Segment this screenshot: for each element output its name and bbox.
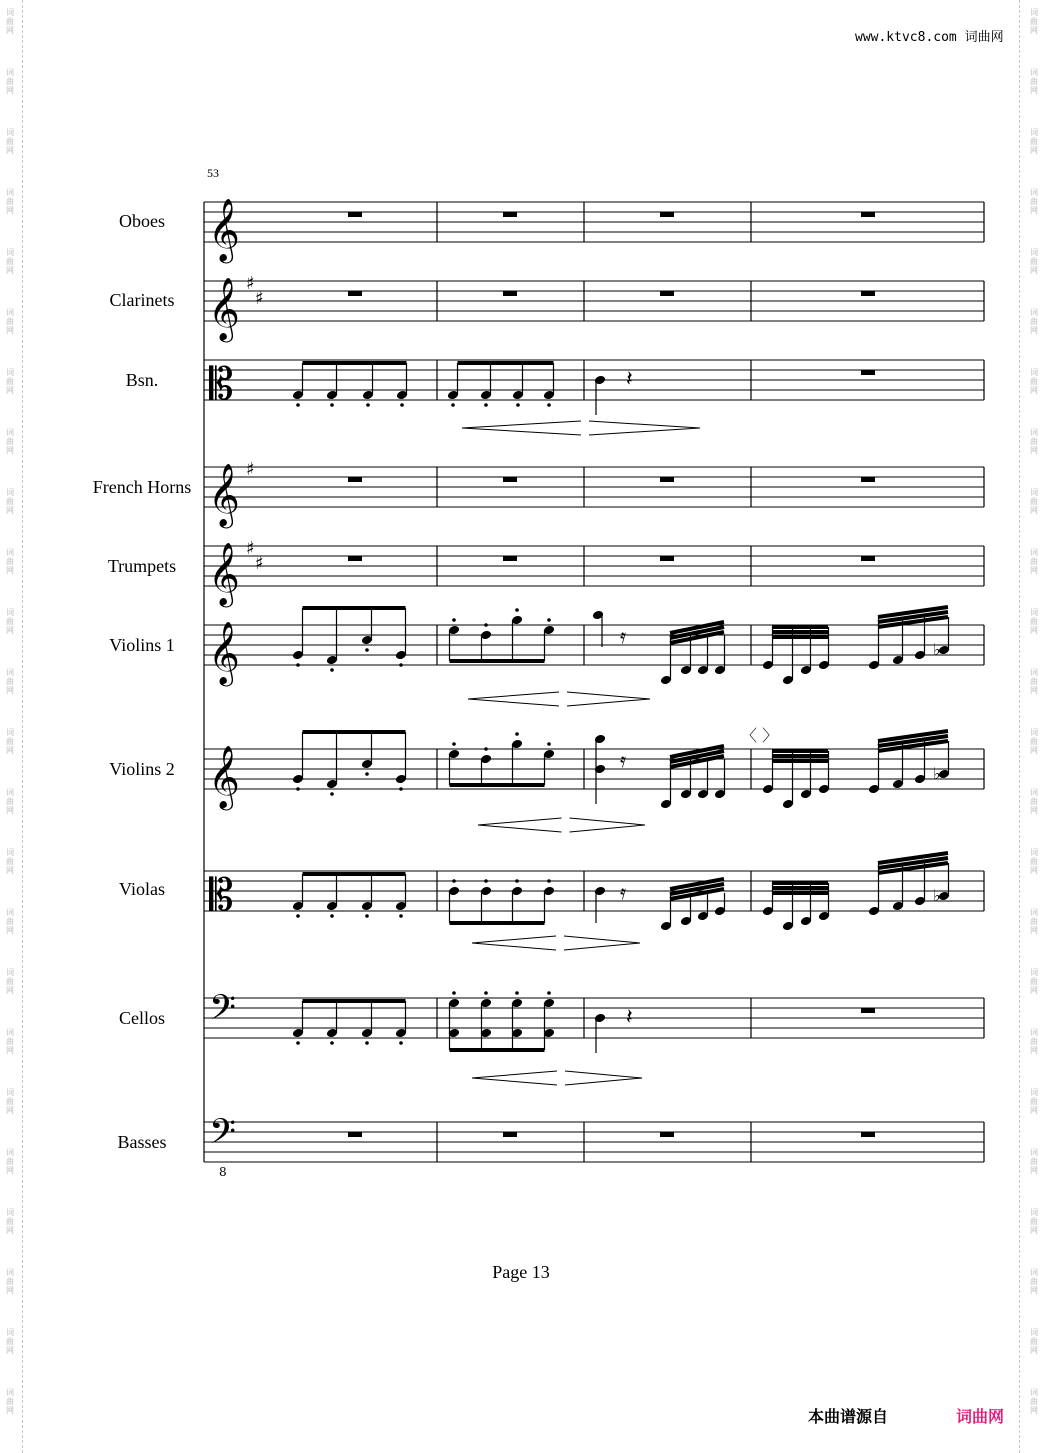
instrument-label-violins-1: Violins 1 bbox=[109, 635, 175, 655]
whole-rest-icon bbox=[861, 212, 875, 217]
instrument-label-oboes: Oboes bbox=[119, 211, 165, 231]
diminuendo-hairpin bbox=[589, 421, 700, 435]
watermark-text: 词 曲 网 bbox=[6, 488, 14, 515]
staccato-dot bbox=[330, 792, 334, 796]
instrument-label-violas: Violas bbox=[119, 879, 165, 899]
watermark-text: 词 曲 网 bbox=[6, 548, 14, 575]
watermark-text: 词 曲 网 bbox=[1030, 68, 1038, 95]
sharp-icon: ♯ bbox=[246, 538, 255, 559]
crescendo-hairpin bbox=[462, 421, 581, 435]
whole-rest-icon bbox=[861, 370, 875, 375]
watermark-text: 词 曲 网 bbox=[1030, 188, 1038, 215]
treble-clef-icon: 𝄞 bbox=[208, 621, 240, 684]
alto-clef-icon: 𝄡 bbox=[209, 359, 234, 410]
whole-rest-icon bbox=[861, 477, 875, 482]
treble-clef-icon: 𝄞 bbox=[208, 745, 240, 808]
quarter-rest-icon: 𝄽 bbox=[626, 367, 633, 392]
flat-icon: ♭ bbox=[933, 640, 941, 659]
staccato-dot bbox=[365, 1041, 369, 1045]
watermark-text: 词 曲 网 bbox=[6, 248, 14, 275]
staccato-dot bbox=[547, 618, 551, 622]
watermark-text: 词 曲 网 bbox=[6, 1268, 14, 1295]
instrument-label-french-horns: French Horns bbox=[92, 477, 192, 497]
watermark-text: 词 曲 网 bbox=[1030, 968, 1038, 995]
staccato-dot bbox=[515, 991, 519, 995]
watermark-text: 词 曲 网 bbox=[6, 428, 14, 455]
staccato-dot bbox=[399, 663, 403, 667]
staccato-dot bbox=[451, 403, 455, 407]
alto-clef-icon: 𝄡 bbox=[209, 870, 234, 921]
watermark-text: 词 曲 网 bbox=[1030, 848, 1038, 875]
staccato-dot bbox=[515, 608, 519, 612]
staccato-dot bbox=[452, 879, 456, 883]
ottava-marker: 8 bbox=[219, 1165, 227, 1179]
watermark-text: 词 曲 网 bbox=[6, 728, 14, 755]
footer-source-label: 本曲谱源自 bbox=[808, 1407, 889, 1426]
diminuendo-hairpin bbox=[565, 1071, 642, 1085]
staccato-dot bbox=[330, 914, 334, 918]
site-url[interactable]: www.ktvc8.com bbox=[855, 30, 957, 45]
watermark-text: 词 曲 网 bbox=[1030, 428, 1038, 455]
staccato-dot bbox=[484, 747, 488, 751]
whole-rest-icon bbox=[660, 212, 674, 217]
staccato-dot bbox=[399, 914, 403, 918]
staccato-dot bbox=[365, 772, 369, 776]
footer-site-link[interactable]: 词曲网 bbox=[956, 1407, 1005, 1426]
sixteenth-rest-icon: 𝄿 bbox=[620, 748, 627, 772]
staccato-dot bbox=[547, 742, 551, 746]
watermark-text: 词 曲 网 bbox=[6, 8, 14, 35]
watermark-text: 词 曲 网 bbox=[6, 1148, 14, 1175]
watermark-text: 词 曲 网 bbox=[1030, 908, 1038, 935]
staccato-dot bbox=[452, 618, 456, 622]
treble-clef-icon: 𝄞 bbox=[208, 198, 240, 261]
watermark-text: 词 曲 网 bbox=[6, 68, 14, 95]
staccato-dot bbox=[330, 668, 334, 672]
watermark-text: 词 曲 网 bbox=[6, 968, 14, 995]
whole-rest-icon bbox=[503, 1132, 517, 1137]
whole-rest-icon bbox=[660, 1132, 674, 1137]
staccato-dot bbox=[296, 663, 300, 667]
staccato-dot bbox=[547, 403, 551, 407]
watermark-text: 词 曲 网 bbox=[6, 1028, 14, 1055]
whole-rest-icon bbox=[348, 556, 362, 561]
watermark-text: 词 曲 网 bbox=[1030, 1328, 1038, 1355]
whole-rest-icon bbox=[503, 291, 517, 296]
crescendo-hairpin bbox=[472, 936, 556, 950]
instrument-label-clarinets: Clarinets bbox=[109, 290, 175, 310]
watermark-text: 词 曲 网 bbox=[1030, 128, 1038, 155]
watermark-text: 词 曲 网 bbox=[1030, 1208, 1038, 1235]
staccato-dot bbox=[330, 403, 334, 407]
staccato-dot bbox=[547, 879, 551, 883]
watermark-text: 词 曲 网 bbox=[1030, 488, 1038, 515]
staccato-dot bbox=[484, 623, 488, 627]
sharp-icon: ♯ bbox=[246, 273, 255, 294]
staccato-dot bbox=[484, 991, 488, 995]
whole-rest-icon bbox=[660, 556, 674, 561]
staccato-dot bbox=[452, 742, 456, 746]
watermark-text: 词 曲 网 bbox=[6, 188, 14, 215]
watermark-text: 词 曲 网 bbox=[1030, 1148, 1038, 1175]
watermark-text: 词 曲 网 bbox=[6, 1208, 14, 1235]
flat-icon: ♭ bbox=[933, 886, 941, 905]
staccato-dot bbox=[365, 648, 369, 652]
watermark-text: 词 曲 网 bbox=[6, 848, 14, 875]
whole-rest-icon bbox=[503, 212, 517, 217]
watermark-text: 词 曲 网 bbox=[1030, 668, 1038, 695]
staccato-dot bbox=[296, 403, 300, 407]
watermark-text: 词 曲 网 bbox=[6, 1388, 14, 1415]
treble-clef-icon: 𝄞 bbox=[208, 277, 240, 340]
watermark-text: 词 曲 网 bbox=[6, 788, 14, 815]
staccato-dot bbox=[515, 732, 519, 736]
watermark-text: 词 曲 网 bbox=[1030, 248, 1038, 275]
crescendo-hairpin bbox=[472, 1071, 557, 1085]
whole-rest-icon bbox=[348, 1132, 362, 1137]
quarter-rest-icon: 𝄽 bbox=[626, 1005, 633, 1030]
site-name[interactable]: 词曲网 bbox=[964, 30, 1004, 45]
whole-rest-icon bbox=[503, 477, 517, 482]
watermark-text: 词 曲 网 bbox=[1030, 1028, 1038, 1055]
whole-rest-icon bbox=[861, 1008, 875, 1013]
instrument-label-bassoon: Bsn. bbox=[125, 370, 159, 390]
treble-clef-icon: 𝄞 bbox=[208, 542, 240, 605]
sharp-icon: ♯ bbox=[246, 459, 255, 480]
watermark-text: 词 曲 网 bbox=[1030, 728, 1038, 755]
instrument-label-basses: Basses bbox=[117, 1132, 167, 1152]
watermark-text: 词 曲 网 bbox=[1030, 548, 1038, 575]
sixteenth-rest-icon: 𝄿 bbox=[620, 880, 627, 904]
treble-clef-icon: 𝄞 bbox=[208, 463, 240, 526]
measure-number: 53 bbox=[207, 166, 219, 180]
watermark-text: 词 曲 网 bbox=[6, 368, 14, 395]
staccato-dot bbox=[366, 403, 370, 407]
diminuendo-hairpin bbox=[570, 818, 646, 832]
whole-rest-icon bbox=[660, 291, 674, 296]
staccato-dot bbox=[452, 991, 456, 995]
crescendo-hairpin bbox=[468, 692, 559, 706]
staccato-dot bbox=[365, 914, 369, 918]
staccato-dot bbox=[330, 1041, 334, 1045]
watermark-text: 词 曲 网 bbox=[1030, 1268, 1038, 1295]
watermark-text: 词 曲 网 bbox=[1030, 368, 1038, 395]
whole-rest-icon bbox=[503, 556, 517, 561]
whole-rest-icon bbox=[861, 1132, 875, 1137]
staccato-dot bbox=[400, 403, 404, 407]
whole-rest-icon bbox=[861, 556, 875, 561]
whole-rest-icon bbox=[660, 477, 674, 482]
flat-icon: ♭ bbox=[933, 764, 941, 783]
instrument-label-trumpets: Trumpets bbox=[107, 556, 177, 576]
staccato-dot bbox=[296, 914, 300, 918]
whole-rest-icon bbox=[348, 477, 362, 482]
watermark-text: 词 曲 网 bbox=[1030, 788, 1038, 815]
sharp-icon: ♯ bbox=[255, 553, 264, 574]
staccato-dot bbox=[484, 403, 488, 407]
staccato-dot bbox=[296, 787, 300, 791]
watermark-text: 词 曲 网 bbox=[1030, 8, 1038, 35]
watermark-text: 词 曲 网 bbox=[1030, 1388, 1038, 1415]
staccato-dot bbox=[547, 991, 551, 995]
diminuendo-hairpin bbox=[564, 936, 640, 950]
staccato-dot bbox=[399, 787, 403, 791]
watermark-text: 词 曲 网 bbox=[1030, 608, 1038, 635]
diminuendo-hairpin bbox=[567, 692, 650, 706]
staccato-dot bbox=[484, 879, 488, 883]
whole-rest-icon bbox=[348, 291, 362, 296]
staccato-dot bbox=[399, 1041, 403, 1045]
whole-rest-icon bbox=[348, 212, 362, 217]
bass-clef-icon: 𝄢 bbox=[209, 1111, 237, 1160]
watermark-text: 词 曲 网 bbox=[6, 608, 14, 635]
watermark-text: 词 曲 网 bbox=[6, 308, 14, 335]
watermark-text: 词 曲 网 bbox=[1030, 1088, 1038, 1115]
instrument-label-violins-2: Violins 2 bbox=[109, 759, 175, 779]
staccato-dot bbox=[516, 403, 520, 407]
watermark-text: 词 曲 网 bbox=[6, 908, 14, 935]
instrument-label-cellos: Cellos bbox=[118, 1008, 165, 1028]
whole-rest-icon bbox=[861, 291, 875, 296]
staccato-dot bbox=[296, 1041, 300, 1045]
watermark-text: 词 曲 网 bbox=[6, 1328, 14, 1355]
watermark-text: 词 曲 网 bbox=[6, 128, 14, 155]
bracket-mark: 〈 〉 bbox=[741, 726, 779, 745]
watermark-text: 词 曲 网 bbox=[6, 1088, 14, 1115]
watermark-text: 词 曲 网 bbox=[1030, 308, 1038, 335]
sharp-icon: ♯ bbox=[255, 288, 264, 309]
crescendo-hairpin bbox=[478, 818, 562, 832]
watermark-text: 词 曲 网 bbox=[6, 668, 14, 695]
staccato-dot bbox=[515, 879, 519, 883]
bass-clef-icon: 𝄢 bbox=[209, 987, 237, 1036]
sixteenth-rest-icon: 𝄿 bbox=[620, 624, 627, 648]
page-number: Page 13 bbox=[492, 1262, 550, 1282]
